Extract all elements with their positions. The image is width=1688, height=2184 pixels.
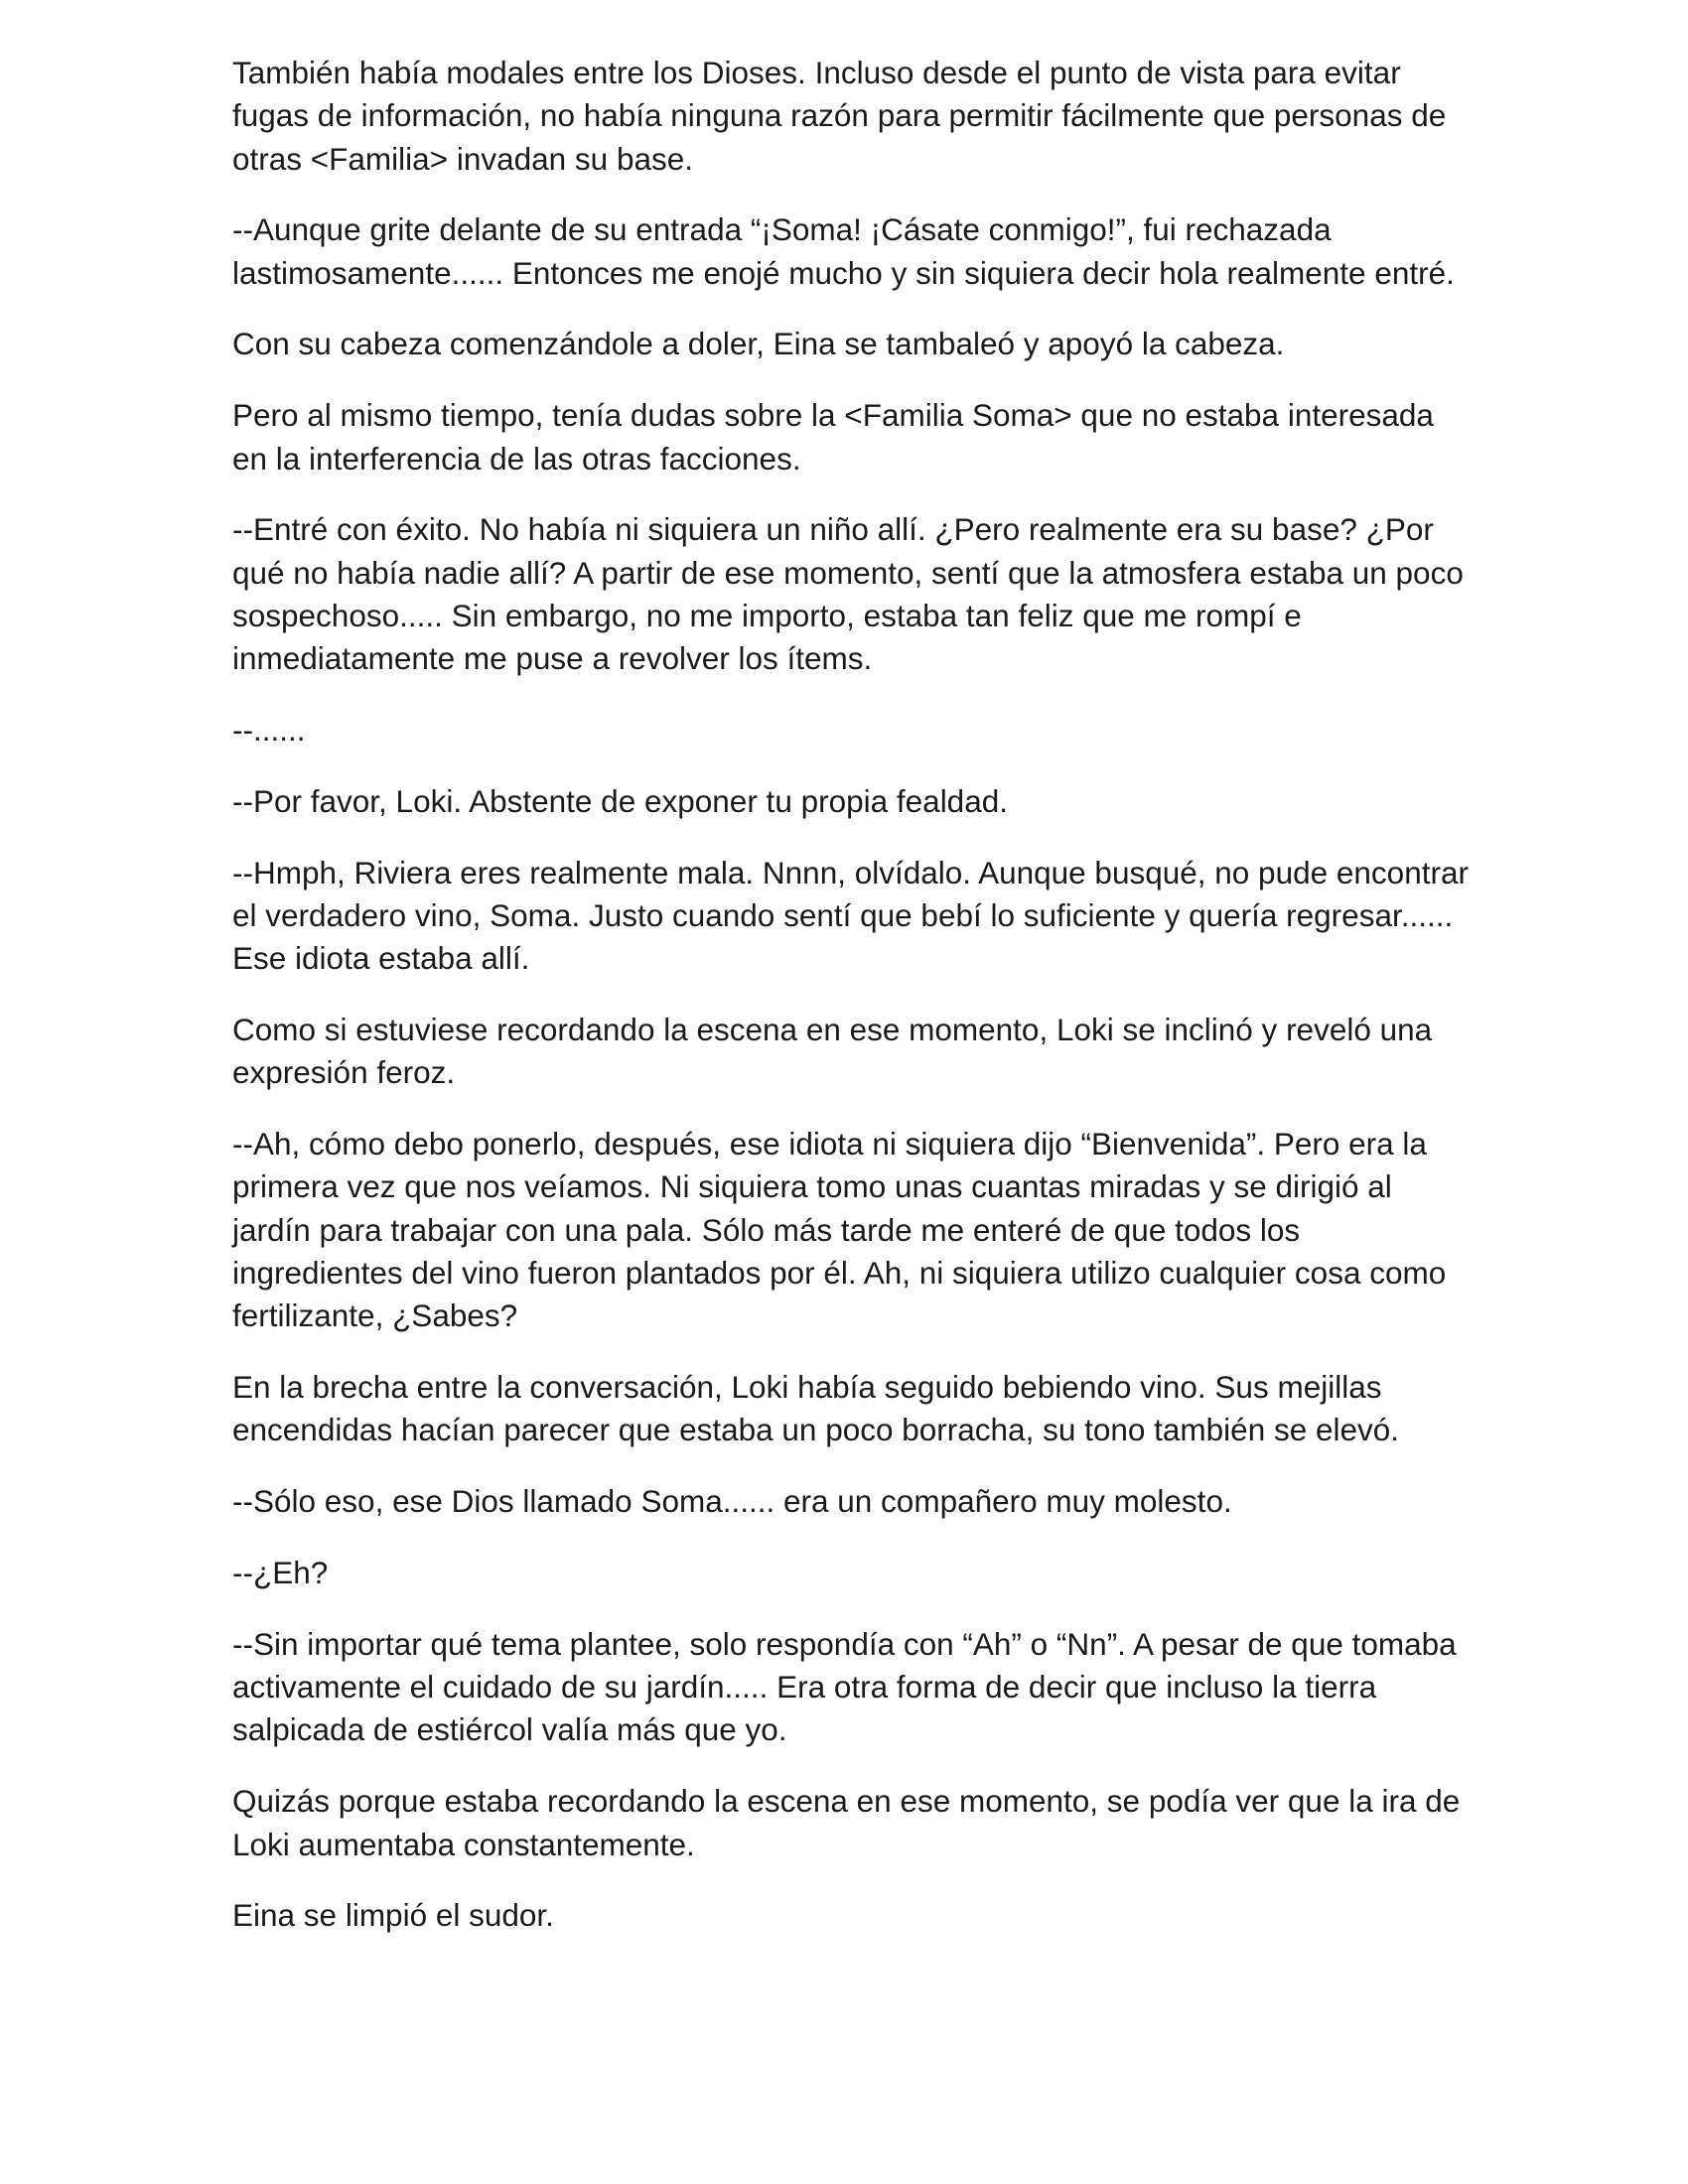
paragraph: Con su cabeza comenzándole a doler, Eina se tambaleó y apoyó la cabeza.: [232, 326, 1285, 362]
paragraph: También había modales entre los Dioses. Incluso desde el punto de vista para evitar fugas de información, no había ninguna razón para permitir fácilmente que personas de otras <Familia> invadan su base.: [232, 55, 1447, 177]
paragraph: --Sólo eso, ese Dios llamado Soma...... era un compañero muy molesto.: [232, 1483, 1232, 1520]
paragraph: --......: [232, 712, 306, 749]
paragraph: --Ah, cómo debo ponerlo, después, ese idiota ni siquiera dijo “Bienvenida”. Pero era la primera vez que nos veíamos. Ni siquiera tomo unas cuantas miradas y se dirigió al jardín para trabajar con una pala. Sólo más tarde me enteré de que todos los ingredientes del vino fueron plantados por él. Ah, ni siquiera utilizo cualquier cosa como fertilizante, ¿Sabes?: [232, 1126, 1447, 1334]
paragraph: Como si estuviese recordando la escena en ese momento, Loki se inclinó y reveló una expresión feroz.: [232, 1012, 1433, 1091]
paragraph: Pero al mismo tiempo, tenía dudas sobre la <Familia Soma> que no estaba interesada en la interferencia de las otras facciones.: [232, 397, 1434, 477]
paragraph: En la brecha entre la conversación, Loki había seguido bebiendo vino. Sus mejillas encendidas hacían parecer que estaba un poco borracha, su tono también se elevó.: [232, 1369, 1400, 1448]
paragraph: --¿Eh?: [232, 1555, 329, 1591]
paragraph: Eina se limpió el sudor.: [232, 1897, 554, 1934]
paragraph: --Aunque grite delante de su entrada “¡Soma! ¡Cásate conmigo!”, fui rechazada lastimosamente...... Entonces me enojé mucho y sin siquiera decir hola realmente entré.: [232, 211, 1455, 291]
paragraph: --Hmph, Riviera eres realmente mala. Nnnn, olvídalo. Aunque busqué, no pude encontrar el verdadero vino, Soma. Justo cuando sentí que bebí lo suficiente y quería regresar...... Ese idiota estaba allí.: [232, 854, 1469, 977]
paragraph: --Sin importar qué tema plantee, solo respondía con “Ah” o “Nn”. A pesar de que tomaba activamente el cuidado de su jardín..... Era otra forma de decir que incluso la tierra salpicada de estiércol valía más que yo.: [232, 1625, 1457, 1748]
paragraph: Quizás porque estaba recordando la escena en ese momento, se podía ver que la ira de Loki aumentaba constantemente.: [232, 1783, 1461, 1862]
document-body: [232, 52, 1474, 1966]
paragraph: --Por favor, Loki. Abstente de exponer tu propia fealdad.: [232, 782, 1008, 819]
paragraph: --Entré con éxito. No había ni siquiera un niño allí. ¿Pero realmente era su base? ¿Por qué no había nadie allí? A partir de ese momento, sentí que la atmosfera estaba un poco sospechoso..... Sin embargo, no me importo, estaba tan feliz que me rompí e inmediatamente me puse a revolver los ítems.: [232, 511, 1464, 677]
